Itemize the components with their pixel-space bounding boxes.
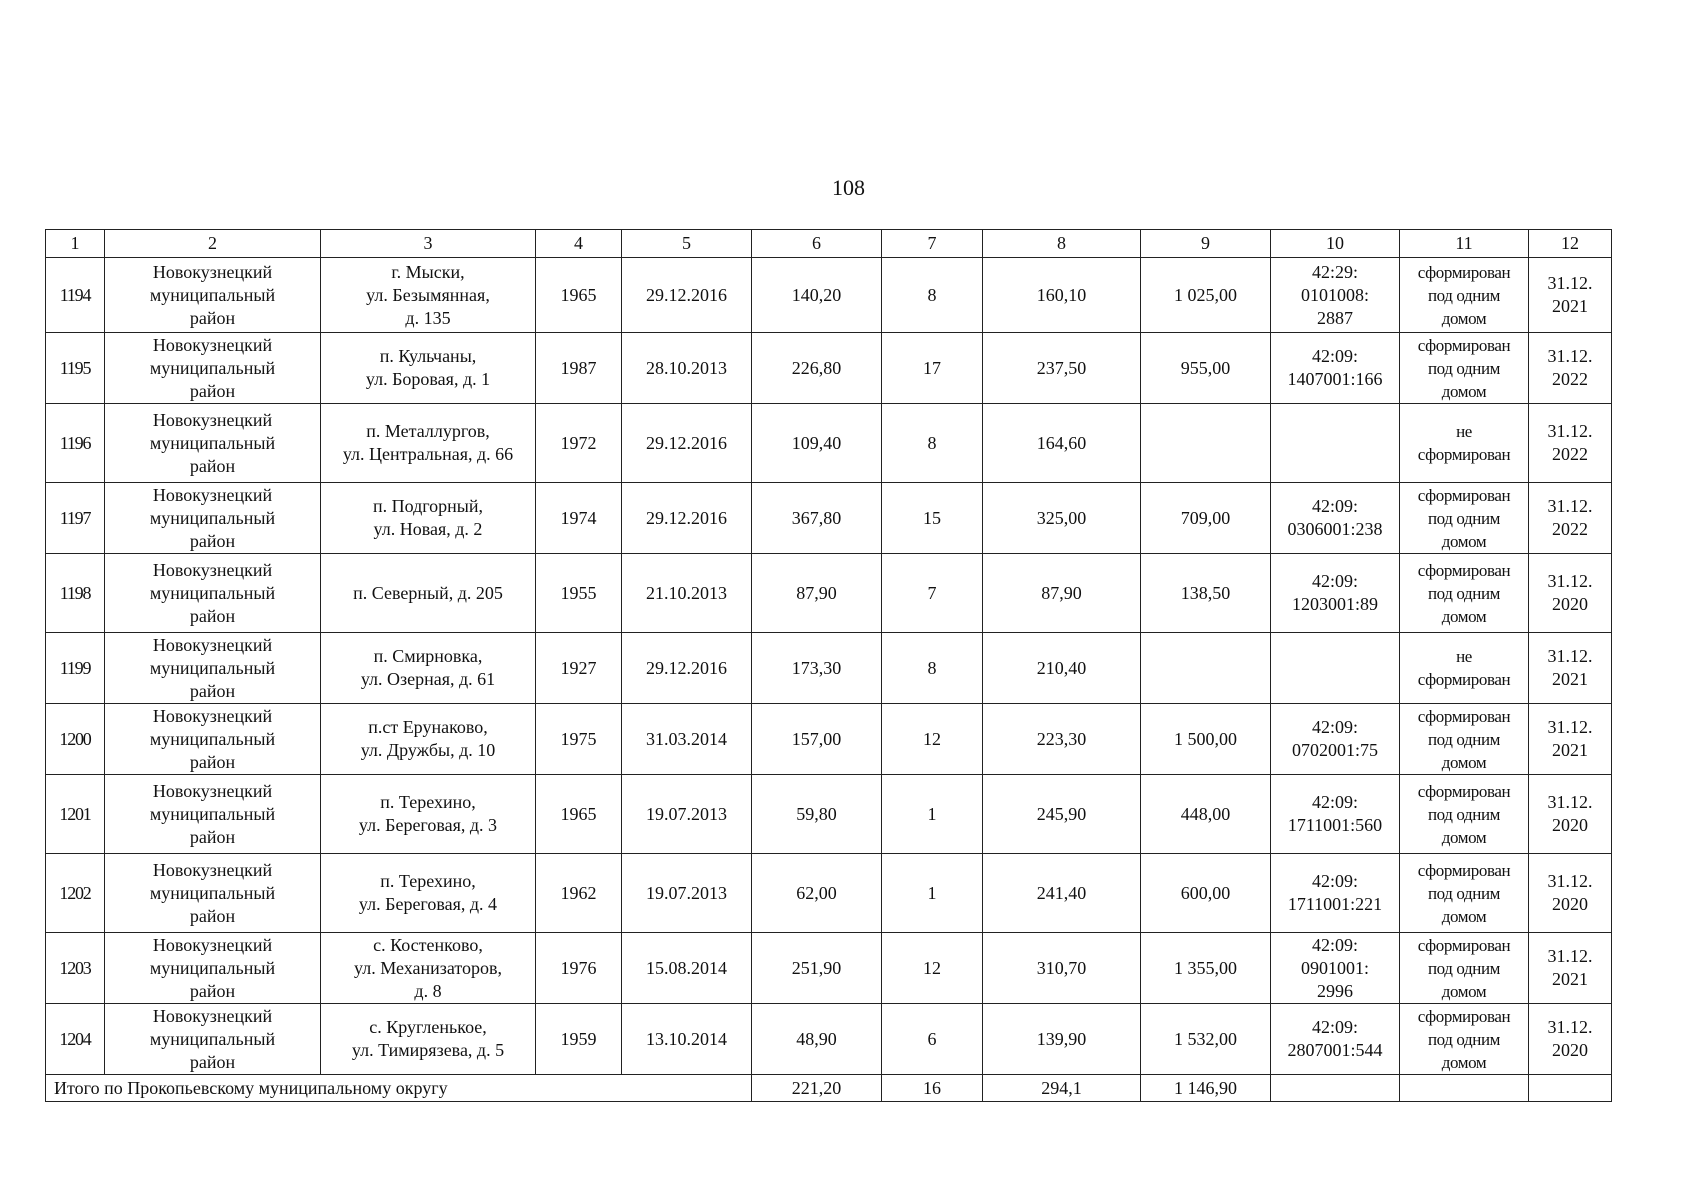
district-cell-line: Новокузнецкий (152, 409, 273, 430)
address-cell-line: г. Мыски, (391, 261, 465, 282)
header-col-10: 10 (1271, 230, 1400, 258)
cadastre-cell (1271, 483, 1400, 554)
col-9-cell (1141, 404, 1271, 483)
district-cell-line: муниципальный (149, 803, 276, 824)
deadline-cell (1529, 854, 1612, 933)
status-cell-line: сформирован (1417, 485, 1511, 505)
cadastre-cell-line: 42:09: (1311, 346, 1358, 366)
row-number: 1204 (46, 1004, 105, 1075)
col-6-cell: 251,90 (752, 933, 882, 1004)
cadastre-cell-line: 2887 (1317, 307, 1353, 328)
deadline-cell (1529, 554, 1612, 633)
status-cell-line: под одним (1427, 583, 1501, 603)
table-row (46, 704, 1612, 775)
district-cell-line: район (189, 905, 236, 926)
deadline-cell-line: 2022 (1552, 369, 1588, 389)
col-6-cell: 140,20 (752, 258, 882, 333)
cadastre-cell-line: 0306001:238 (1287, 519, 1383, 539)
address-cell-line: ул. Озерная, д. 61 (360, 669, 496, 689)
address-cell-line: п. Северный, д. 205 (353, 582, 503, 603)
status-cell (1400, 404, 1529, 483)
status-cell (1400, 1004, 1529, 1075)
status-cell-line: домом (1441, 381, 1487, 401)
address-cell (321, 854, 536, 933)
cadastre-cell (1271, 854, 1400, 933)
deadline-cell-line: 2021 (1552, 969, 1588, 989)
address-cell-line: ул. Дружбы, д. 10 (360, 740, 496, 760)
status-cell (1400, 933, 1529, 1004)
col-9-cell (1141, 633, 1271, 704)
header-col-9: 9 (1141, 230, 1271, 258)
col-7-cell: 12 (882, 704, 983, 775)
district-cell-line: район (189, 680, 236, 701)
table-body (46, 258, 1612, 1075)
col-9-cell: 709,00 (1141, 483, 1271, 554)
header-col-8: 8 (983, 230, 1141, 258)
col-9-cell: 1 500,00 (1141, 704, 1271, 775)
row-number: 1198 (46, 554, 105, 633)
address-cell-line: ул. Боровая, д. 1 (365, 369, 491, 389)
district-cell (105, 775, 321, 854)
col-8-cell: 87,90 (983, 554, 1141, 633)
year-cell: 1959 (536, 1004, 622, 1075)
deadline-cell-line: 31.12. (1547, 646, 1593, 666)
status-cell-line: домом (1441, 906, 1487, 926)
col-7-cell: 8 (882, 258, 983, 333)
status-cell-line: домом (1441, 531, 1487, 551)
deadline-cell-line: 31.12. (1547, 571, 1593, 591)
district-cell (105, 333, 321, 404)
col-6-cell: 48,90 (752, 1004, 882, 1075)
address-cell-line: ул. Центральная, д. 66 (342, 444, 514, 464)
cadastre-cell (1271, 404, 1400, 483)
cadastre-cell-line: 2807001:544 (1287, 1040, 1383, 1060)
date-cell: 29.12.2016 (622, 404, 752, 483)
cadastre-cell-line: 1711001:221 (1287, 894, 1383, 914)
district-cell (105, 933, 321, 1004)
status-cell-line: сформирован (1417, 1006, 1511, 1026)
deadline-cell-line: 31.12. (1547, 346, 1593, 366)
status-cell (1400, 633, 1529, 704)
year-cell: 1972 (536, 404, 622, 483)
date-cell: 15.08.2014 (622, 933, 752, 1004)
cadastre-cell (1271, 704, 1400, 775)
deadline-cell-line: 31.12. (1547, 717, 1593, 737)
table-row (46, 933, 1612, 1004)
status-cell-line: под одним (1427, 883, 1501, 903)
district-cell-line: Новокузнецкий (152, 934, 273, 955)
col-8-cell: 223,30 (983, 704, 1141, 775)
col-7-cell: 6 (882, 1004, 983, 1075)
col-9-cell: 1 025,00 (1141, 258, 1271, 333)
address-cell-line: п. Подгорный, (372, 496, 484, 516)
district-cell (105, 404, 321, 483)
total-col-11 (1400, 1075, 1529, 1102)
date-cell: 28.10.2013 (622, 333, 752, 404)
deadline-cell-line: 2020 (1552, 1040, 1588, 1060)
deadline-cell-line: 2022 (1552, 519, 1588, 539)
status-cell-line: сформирован (1417, 670, 1511, 689)
deadline-cell (1529, 633, 1612, 704)
header-row (46, 230, 1612, 258)
district-cell (105, 258, 321, 333)
district-cell-line: район (189, 605, 236, 626)
district-cell-line: муниципальный (149, 1028, 276, 1049)
col-6-cell: 59,80 (752, 775, 882, 854)
row-number: 1196 (46, 404, 105, 483)
table-row (46, 1004, 1612, 1075)
address-cell-line: п. Кульчаны, (379, 346, 477, 366)
address-cell-line: п.ст Ерунаково, (368, 717, 488, 737)
header-col-4: 4 (536, 230, 622, 258)
address-cell (321, 633, 536, 704)
col-8-cell: 325,00 (983, 483, 1141, 554)
col-9-cell: 448,00 (1141, 775, 1271, 854)
header-col-1: 1 (46, 230, 105, 258)
cadastre-cell-line: 1203001:89 (1291, 594, 1378, 614)
district-cell-line: муниципальный (149, 657, 276, 678)
year-cell: 1965 (536, 258, 622, 333)
address-cell-line: п. Терехино, (380, 792, 476, 812)
district-cell-line: район (189, 455, 236, 476)
row-number: 1197 (46, 483, 105, 554)
col-8-cell: 241,40 (983, 854, 1141, 933)
district-cell-line: муниципальный (149, 432, 276, 453)
col-8-cell: 160,10 (983, 258, 1141, 333)
deadline-cell-line: 2021 (1552, 296, 1588, 316)
total-col-10 (1271, 1075, 1400, 1102)
col-6-cell: 109,40 (752, 404, 882, 483)
address-cell-line: ул. Береговая, д. 3 (358, 815, 498, 835)
col-6-cell: 157,00 (752, 704, 882, 775)
year-cell: 1927 (536, 633, 622, 704)
row-number: 1201 (46, 775, 105, 854)
year-cell: 1974 (536, 483, 622, 554)
district-cell-line: Новокузнецкий (152, 334, 273, 355)
col-6-cell: 367,80 (752, 483, 882, 554)
date-cell: 29.12.2016 (622, 633, 752, 704)
col-7-cell: 15 (882, 483, 983, 554)
district-cell-line: район (189, 826, 236, 847)
header-col-2: 2 (105, 230, 321, 258)
district-cell-line: Новокузнецкий (152, 1005, 273, 1026)
district-cell-line: Новокузнецкий (152, 261, 273, 282)
deadline-cell-line: 31.12. (1547, 1017, 1593, 1037)
cadastre-cell-line: 0702001:75 (1291, 740, 1378, 760)
col-8-cell: 210,40 (983, 633, 1141, 704)
deadline-cell (1529, 483, 1612, 554)
table-row (46, 483, 1612, 554)
district-cell (105, 854, 321, 933)
address-cell-line: ул. Береговая, д. 4 (358, 894, 498, 914)
deadline-cell (1529, 775, 1612, 854)
cadastre-cell-line: 42:29: (1311, 261, 1358, 282)
status-cell (1400, 483, 1529, 554)
deadline-cell-line: 31.12. (1547, 871, 1593, 891)
address-cell (321, 404, 536, 483)
col-7-cell: 12 (882, 933, 983, 1004)
district-cell-line: муниципальный (149, 728, 276, 749)
cadastre-cell-line: 0901001: (1300, 957, 1369, 978)
district-cell-line: район (189, 980, 236, 1001)
cadastre-cell (1271, 333, 1400, 404)
address-cell-line: д. 135 (405, 307, 451, 328)
address-cell-line: п. Смирновка, (373, 646, 483, 666)
status-cell (1400, 854, 1529, 933)
address-cell (321, 554, 536, 633)
address-cell (321, 933, 536, 1004)
cadastre-cell-line: 42:09: (1311, 717, 1358, 737)
status-cell-line: под одним (1427, 358, 1501, 378)
table-row (46, 633, 1612, 704)
deadline-cell-line: 2021 (1552, 669, 1588, 689)
address-cell (321, 258, 536, 333)
status-cell-line: под одним (1427, 285, 1501, 305)
cadastre-cell (1271, 775, 1400, 854)
date-cell: 19.07.2013 (622, 854, 752, 933)
col-7-cell: 8 (882, 633, 983, 704)
address-cell-line: п. Металлургов, (366, 421, 490, 441)
district-cell-line: Новокузнецкий (152, 559, 273, 580)
district-cell-line: Новокузнецкий (152, 484, 273, 505)
table-row (46, 554, 1612, 633)
district-cell-line: район (189, 307, 236, 328)
date-cell: 31.03.2014 (622, 704, 752, 775)
cadastre-cell-line: 42:09: (1311, 792, 1358, 812)
district-cell-line: Новокузнецкий (152, 780, 273, 801)
address-cell-line: ул. Безымянная, (366, 284, 490, 305)
table-row (46, 333, 1612, 404)
row-number: 1195 (46, 333, 105, 404)
header-col-5: 5 (622, 230, 752, 258)
status-cell-line: домом (1441, 606, 1487, 626)
col-7-cell: 1 (882, 854, 983, 933)
address-cell-line: с. Костенково, (373, 934, 483, 955)
deadline-cell (1529, 258, 1612, 333)
address-cell (321, 483, 536, 554)
status-cell-line: сформирован (1417, 935, 1511, 955)
table-row (46, 404, 1612, 483)
address-cell-line: д. 8 (414, 980, 442, 1001)
district-cell-line: муниципальный (149, 284, 276, 305)
deadline-cell-line: 31.12. (1547, 496, 1593, 516)
housing-registry-table (45, 229, 1612, 1102)
district-cell-line: муниципальный (149, 507, 276, 528)
cadastre-cell-line: 0101008: (1300, 284, 1369, 305)
col-8-cell: 245,90 (983, 775, 1141, 854)
cadastre-cell (1271, 554, 1400, 633)
col-6-cell: 62,00 (752, 854, 882, 933)
district-cell (105, 554, 321, 633)
col-9-cell: 1 532,00 (1141, 1004, 1271, 1075)
cadastre-cell-line: 42:09: (1311, 496, 1358, 516)
district-cell (105, 483, 321, 554)
column-number-header (46, 230, 1612, 258)
cadastre-cell-line: 2996 (1317, 980, 1353, 1001)
row-number: 1203 (46, 933, 105, 1004)
address-cell (321, 704, 536, 775)
district-cell (105, 704, 321, 775)
address-cell-line: с. Кругленькое, (369, 1017, 487, 1037)
col-9-cell: 138,50 (1141, 554, 1271, 633)
year-cell: 1962 (536, 854, 622, 933)
cadastre-cell-line: 1407001:166 (1287, 369, 1383, 389)
status-cell (1400, 554, 1529, 633)
col-7-cell: 8 (882, 404, 983, 483)
deadline-cell (1529, 333, 1612, 404)
col-8-cell: 310,70 (983, 933, 1141, 1004)
col-8-cell: 139,90 (983, 1004, 1141, 1075)
year-cell: 1976 (536, 933, 622, 1004)
total-label: Итого по Прокопьевскому муниципальному округу (46, 1075, 752, 1102)
table-row (46, 854, 1612, 933)
status-cell-line: под одним (1427, 804, 1501, 824)
status-cell-line: сформирован (1417, 262, 1511, 282)
status-cell-line: под одним (1427, 729, 1501, 749)
col-9-cell: 600,00 (1141, 854, 1271, 933)
cadastre-cell-line: 1711001:560 (1287, 815, 1383, 835)
status-cell (1400, 775, 1529, 854)
deadline-cell (1529, 933, 1612, 1004)
district-cell-line: район (189, 380, 236, 401)
date-cell: 29.12.2016 (622, 258, 752, 333)
district-cell-line: Новокузнецкий (152, 634, 273, 655)
date-cell: 21.10.2013 (622, 554, 752, 633)
col-6-cell: 87,90 (752, 554, 882, 633)
cadastre-cell-line: 42:09: (1311, 571, 1358, 591)
page-number: 108 (832, 175, 865, 200)
total-col-9: 1 146,90 (1141, 1075, 1271, 1102)
cadastre-cell (1271, 258, 1400, 333)
date-cell: 19.07.2013 (622, 775, 752, 854)
total-row (46, 1075, 1612, 1102)
total-col-7: 16 (882, 1075, 983, 1102)
col-9-cell: 955,00 (1141, 333, 1271, 404)
header-col-11: 11 (1400, 230, 1529, 258)
district-cell-line: район (189, 530, 236, 551)
header-col-7: 7 (882, 230, 983, 258)
year-cell: 1955 (536, 554, 622, 633)
status-cell (1400, 333, 1529, 404)
row-number: 1194 (46, 258, 105, 333)
table-row (46, 258, 1612, 333)
table-row (46, 775, 1612, 854)
status-cell-line: домом (1441, 752, 1487, 772)
col-6-cell: 226,80 (752, 333, 882, 404)
col-9-cell: 1 355,00 (1141, 933, 1271, 1004)
deadline-cell (1529, 404, 1612, 483)
status-cell-line: не (1456, 647, 1472, 666)
cadastre-cell-line: 42:09: (1311, 934, 1358, 955)
address-cell (321, 775, 536, 854)
date-cell: 13.10.2014 (622, 1004, 752, 1075)
address-cell (321, 333, 536, 404)
deadline-cell-line: 31.12. (1547, 946, 1593, 966)
status-cell-line: под одним (1427, 958, 1501, 978)
year-cell: 1975 (536, 704, 622, 775)
status-cell-line: домом (1441, 981, 1487, 1001)
district-cell-line: район (189, 751, 236, 772)
address-cell-line: ул. Новая, д. 2 (373, 519, 483, 539)
status-cell-line: под одним (1427, 1029, 1501, 1049)
address-cell-line: ул. Механизаторов, (354, 957, 502, 978)
status-cell-line: не (1456, 422, 1472, 441)
status-cell-line: домом (1441, 308, 1487, 328)
deadline-cell-line: 2022 (1552, 444, 1588, 464)
deadline-cell-line: 2020 (1552, 894, 1588, 914)
col-7-cell: 7 (882, 554, 983, 633)
status-cell-line: сформирован (1417, 560, 1511, 580)
cadastre-cell (1271, 1004, 1400, 1075)
deadline-cell-line: 31.12. (1547, 792, 1593, 812)
deadline-cell-line: 2020 (1552, 594, 1588, 614)
district-cell-line: Новокузнецкий (152, 859, 273, 880)
cadastre-cell-line: 42:09: (1311, 871, 1358, 891)
col-7-cell: 1 (882, 775, 983, 854)
district-cell (105, 1004, 321, 1075)
status-cell-line: домом (1441, 1052, 1487, 1072)
status-cell-line: сформирован (1417, 445, 1511, 464)
status-cell-line: сформирован (1417, 335, 1511, 355)
status-cell-line: под одним (1427, 508, 1501, 528)
col-8-cell: 164,60 (983, 404, 1141, 483)
status-cell-line: сформирован (1417, 860, 1511, 880)
district-cell-line: муниципальный (149, 957, 276, 978)
status-cell (1400, 704, 1529, 775)
cadastre-cell-line: 42:09: (1311, 1017, 1358, 1037)
status-cell (1400, 258, 1529, 333)
address-cell-line: п. Терехино, (380, 871, 476, 891)
col-7-cell: 17 (882, 333, 983, 404)
total-col-6: 221,20 (752, 1075, 882, 1102)
district-cell-line: Новокузнецкий (152, 705, 273, 726)
deadline-cell (1529, 704, 1612, 775)
district-cell-line: муниципальный (149, 357, 276, 378)
deadline-cell-line: 2020 (1552, 815, 1588, 835)
header-col-12: 12 (1529, 230, 1612, 258)
deadline-cell-line: 2021 (1552, 740, 1588, 760)
status-cell-line: домом (1441, 827, 1487, 847)
row-number: 1202 (46, 854, 105, 933)
district-cell-line: муниципальный (149, 882, 276, 903)
year-cell: 1987 (536, 333, 622, 404)
district-cell-line: район (189, 1051, 236, 1072)
row-number: 1200 (46, 704, 105, 775)
status-cell-line: сформирован (1417, 781, 1511, 801)
total-col-8: 294,1 (983, 1075, 1141, 1102)
district-cell-line: муниципальный (149, 582, 276, 603)
col-6-cell: 173,30 (752, 633, 882, 704)
col-8-cell: 237,50 (983, 333, 1141, 404)
deadline-cell (1529, 1004, 1612, 1075)
row-number: 1199 (46, 633, 105, 704)
address-cell (321, 1004, 536, 1075)
cadastre-cell (1271, 633, 1400, 704)
year-cell: 1965 (536, 775, 622, 854)
header-col-3: 3 (321, 230, 536, 258)
total-col-12 (1529, 1075, 1612, 1102)
district-cell (105, 633, 321, 704)
deadline-cell-line: 31.12. (1547, 421, 1593, 441)
date-cell: 29.12.2016 (622, 483, 752, 554)
deadline-cell-line: 31.12. (1547, 273, 1593, 293)
status-cell-line: сформирован (1417, 706, 1511, 726)
header-col-6: 6 (752, 230, 882, 258)
address-cell-line: ул. Тимирязева, д. 5 (351, 1040, 505, 1060)
cadastre-cell (1271, 933, 1400, 1004)
